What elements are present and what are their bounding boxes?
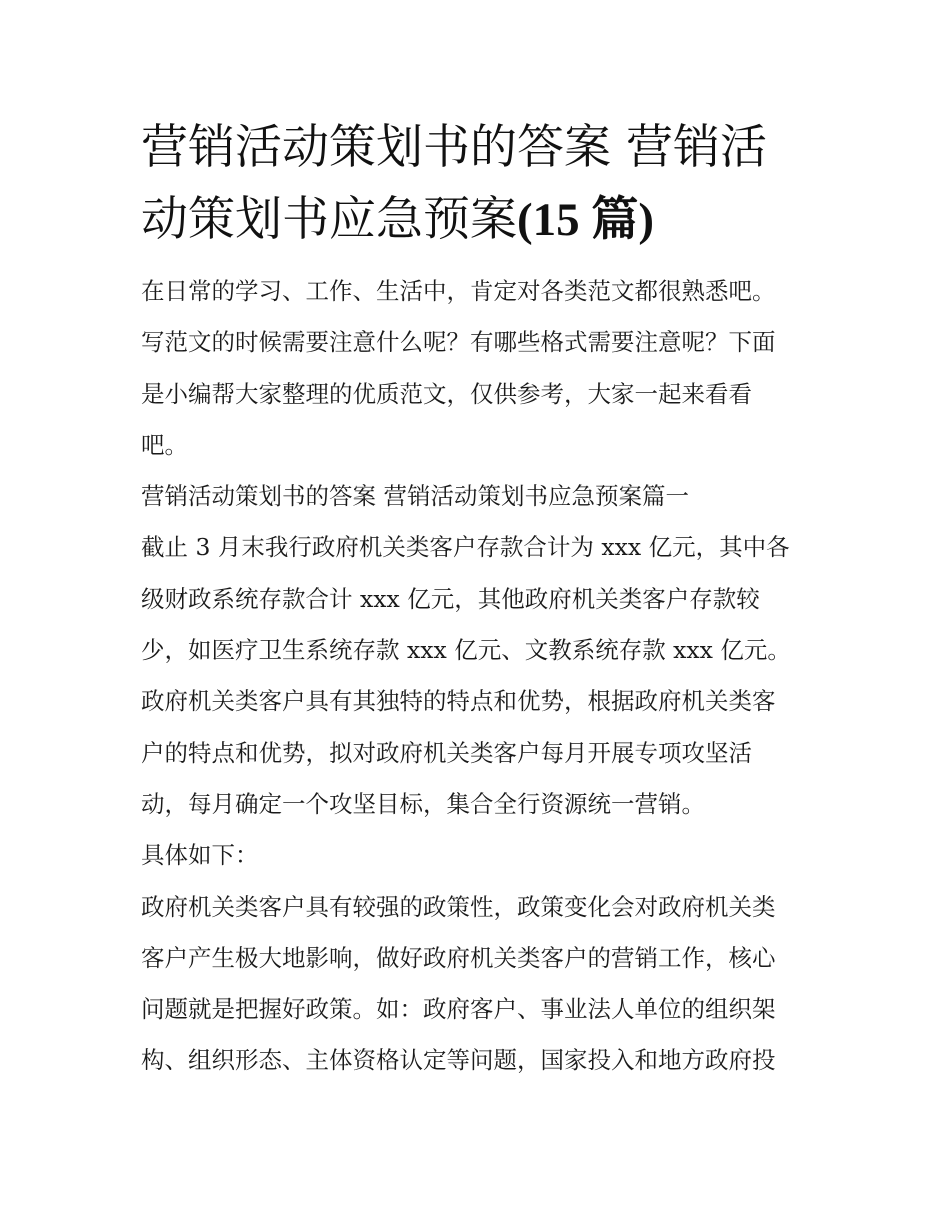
document-content <box>141 112 813 1087</box>
title-text: 动策划书应急预案 <box>141 192 517 247</box>
body-line: 少，如医疗卫生系统存款 xxx 亿元、文教系统存款 xxx 亿元。 <box>141 636 791 665</box>
body-line: 吧。 <box>141 430 188 459</box>
body-line: 政府机关类客户具有较强的政策性，政策变化会对政府机关类 <box>141 892 776 921</box>
body-line: 动，每月确定一个攻坚目标，集合全行资源统一营销。 <box>141 789 705 818</box>
body-line: 截止 3 月末我行政府机关类客户存款合计为 xxx 亿元，其中各 <box>141 533 790 562</box>
body-line: 政府机关类客户具有其独特的特点和优势，根据政府机关类客 <box>141 687 776 716</box>
document-title <box>141 112 813 256</box>
title-count: (15 篇) <box>517 194 655 246</box>
body-line: 问题就是把握好政策。如：政府客户、事业法人单位的组织架 <box>141 995 776 1024</box>
document-body <box>141 266 813 1087</box>
body-line: 构、组织形态、主体资格认定等问题，国家投入和地方政府投 <box>141 1046 776 1075</box>
body-line: 级财政系统存款合计 xxx 亿元，其他政府机关类客户存款较 <box>141 584 760 613</box>
section-heading: 营销活动策划书的答案 营销活动策划书应急预案篇一 <box>141 482 689 511</box>
body-line: 客户产生极大地影响，做好政府机关类客户的营销工作，核心 <box>141 943 776 972</box>
body-line: 是小编帮大家整理的优质范文，仅供参考，大家一起来看看 <box>141 379 752 408</box>
title-line <box>141 184 813 256</box>
body-line: 在日常的学习、工作、生活中，肯定对各类范文都很熟悉吧。 <box>141 277 776 305</box>
body-line: 具体如下： <box>141 841 259 870</box>
body-line: 户的特点和优势，拟对政府机关类客户每月开展专项攻坚活 <box>141 738 752 767</box>
body-line: 写范文的时候需要注意什么呢？有哪些格式需要注意呢？下面 <box>141 328 776 357</box>
title-line: 营销活动策划书的答案 营销活 <box>141 120 767 175</box>
